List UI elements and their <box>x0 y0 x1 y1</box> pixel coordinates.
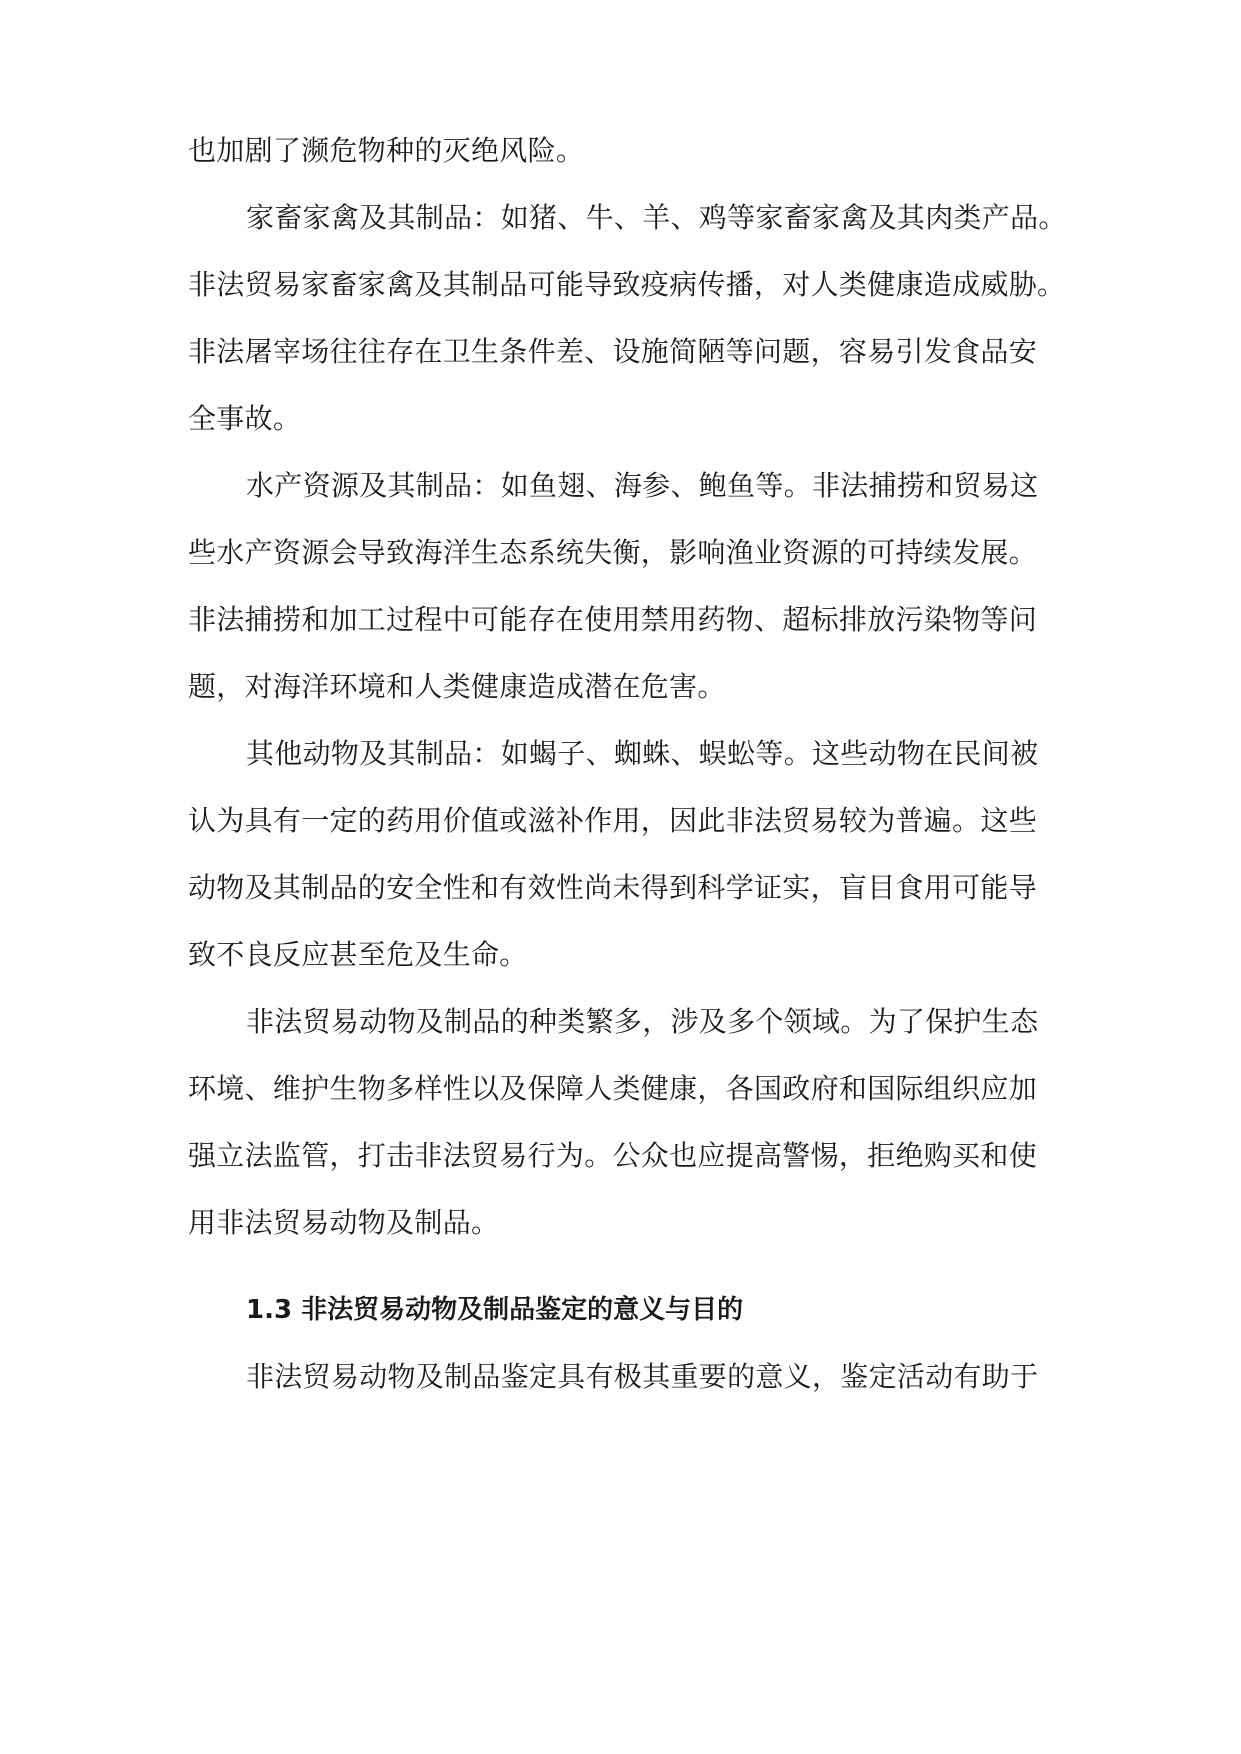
paragraph-line: 致不良反应甚至危及生命。 <box>188 938 528 971</box>
paragraph-line: 动物及其制品的安全性和有效性尚未得到科学证实，盲目食用可能导 <box>188 871 1038 904</box>
paragraph-line: 环境、维护生物多样性以及保障人类健康，各国政府和国际组织应加 <box>188 1072 1038 1105</box>
paragraph-line: 非法贸易家畜家禽及其制品可能导致疫病传播，对人类健康造成威胁。 <box>188 268 1066 301</box>
paragraph-line: 题，对海洋环境和人类健康造成潜在危害。 <box>188 670 726 703</box>
paragraph-line: 些水产资源会导致海洋生态系统失衡，影响渔业资源的可持续发展。 <box>188 536 1038 569</box>
paragraph-line: 非法屠宰场往往存在卫生条件差、设施简陋等问题，容易引发食品安 <box>188 335 1038 368</box>
paragraph-line: 家畜家禽及其制品：如猪、牛、羊、鸡等家畜家禽及其肉类产品。 <box>246 201 1067 234</box>
paragraph-line: 水产资源及其制品：如鱼翅、海参、鲍鱼等。非法捕捞和贸易这 <box>246 469 1039 502</box>
section-heading: 1.3 非法贸易动物及制品鉴定的意义与目的 <box>246 1295 744 1325</box>
paragraph-line: 非法贸易动物及制品鉴定具有极其重要的意义，鉴定活动有助于 <box>246 1360 1039 1393</box>
paragraph-line: 强立法监管，打击非法贸易行为。公众也应提高警惕，拒绝购买和使 <box>188 1139 1038 1172</box>
paragraph-line: 非法捕捞和加工过程中可能存在使用禁用药物、超标排放污染物等问 <box>188 603 1038 636</box>
paragraph-line: 全事故。 <box>188 402 302 435</box>
paragraph-line: 其他动物及其制品：如蝎子、蜘蛛、蜈蚣等。这些动物在民间被 <box>246 737 1039 770</box>
paragraph-line: 非法贸易动物及制品的种类繁多，涉及多个领域。为了保护生态 <box>246 1005 1039 1038</box>
paragraph-line: 也加剧了濒危物种的灭绝风险。 <box>188 134 585 167</box>
paragraph-line: 认为具有一定的药用价值或滋补作用，因此非法贸易较为普遍。这些 <box>188 804 1038 837</box>
paragraph-line: 用非法贸易动物及制品。 <box>188 1206 500 1239</box>
